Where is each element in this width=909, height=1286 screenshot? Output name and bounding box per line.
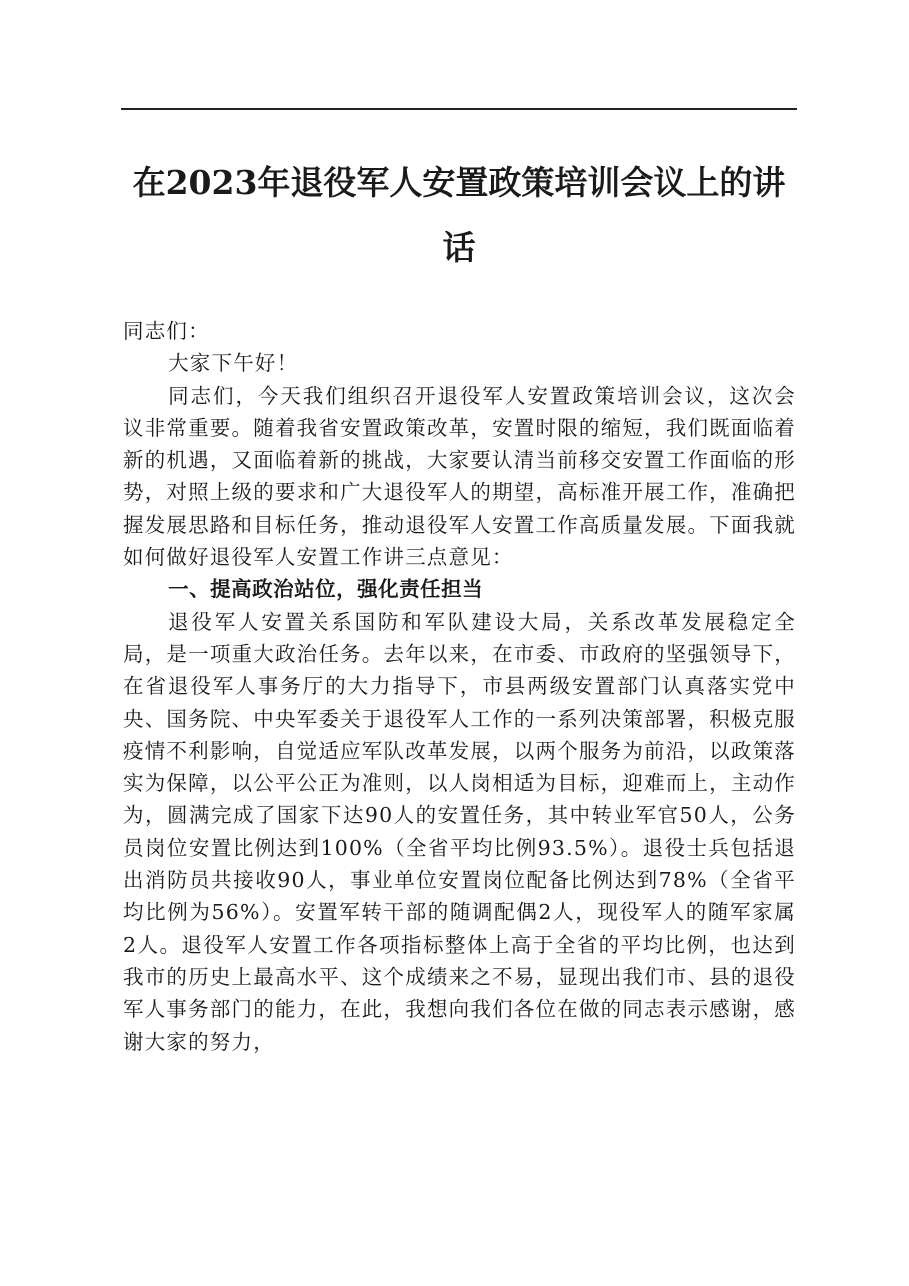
greeting: 大家下午好！ xyxy=(168,351,299,376)
header-rule xyxy=(121,108,797,110)
document-title: 在2023年退役军人安置政策培训会议上的讲话 xyxy=(132,163,786,267)
intro-paragraph: 同志们，今天我们组织召开退役军人安置政策培训会议，这次会议非常重要。随着我省安置政策改革，安置时限的缩短，我们既面临着新的机遇，又面临着新的挑战，大家要认清当前移交安置工作面临的形势，对照上级的要求和广大退役军人的期望，高标准开展工作，准确把握发展思路和目标任务，推动退役军人安置工作高质量发展。下面我就如何做好退役军人安置工作讲三点意见： xyxy=(123,383,796,570)
section-heading: 一、提高政治站位，强化责任担当 xyxy=(168,577,484,602)
salutation: 同志们： xyxy=(123,319,210,343)
document-body xyxy=(123,315,796,1058)
section-paragraph: 退役军人安置关系国防和军队建设大局，关系改革发展稳定全局，是一项重大政治任务。去年以来，在市委、市政府的坚强领导下，在省退役军人事务厅的大力指导下，市县两级安置部门认真落实党中央、国务院、中央军委关于退役军人工作的一系列决策部署，积极克服疫情不利影响，自觉适应军队改革发展，以两个服务为前沿，以政策落实为保障，以公平公正为准则，以人岗相适为目标，迎难而上，主动作为，圆满完成了国家下达90人的安置任务，其中转业军官50人，公务员岗位安置比例达到100%（全省平均比例93.5%）。退役士兵包括退出消防员共接收90人，事业单位安置岗位配备比例达到78%（全省平均比例为56%）。安置军转干部的随调配偶2人，现役军人的随军家属2人。退役军人安置工作各项指标整体上高于全省的平均比例，也达到我市的历史上最高水平、这个成绩来之不易，显现出我们市、县的退役军人事务部门的能力，在此，我想向我们各位在做的同志表示感谢，感谢大家的努力， xyxy=(123,609,796,1054)
